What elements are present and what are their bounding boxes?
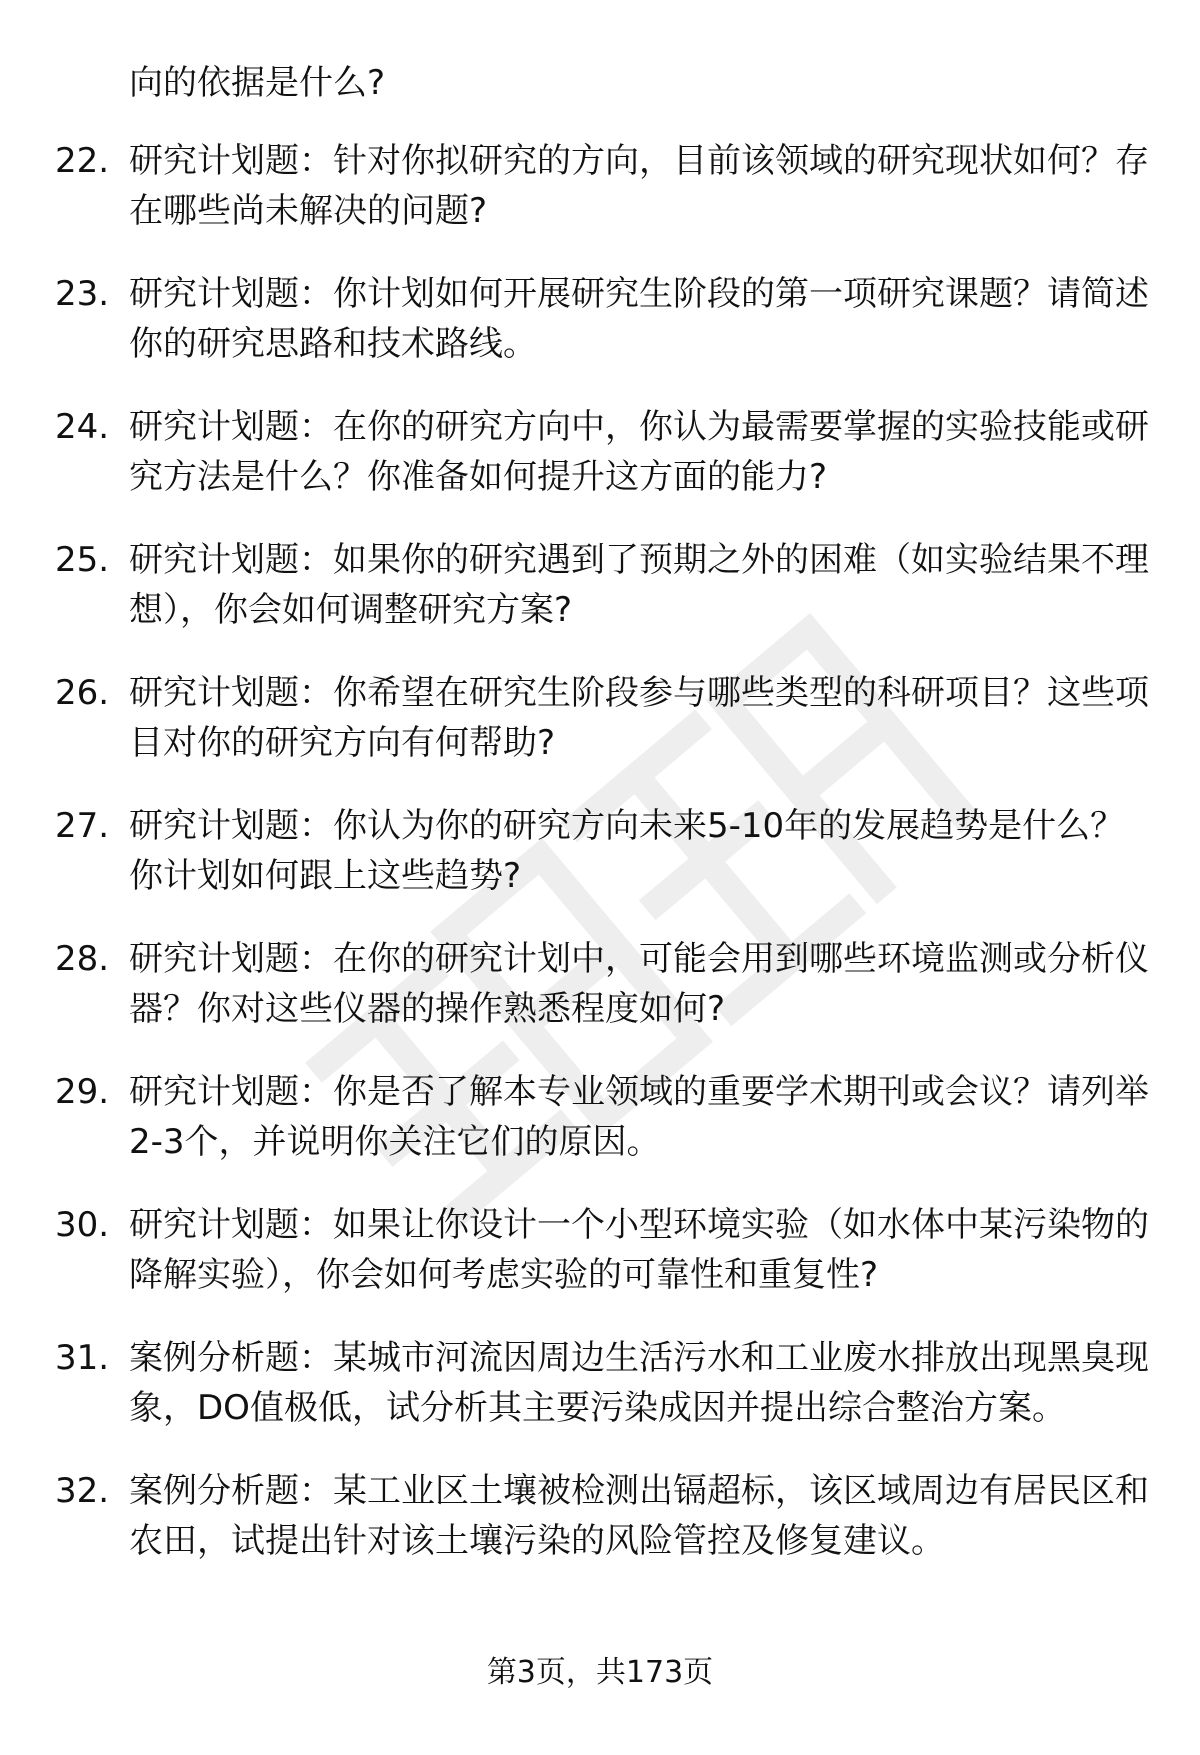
question-number: 28. (55, 939, 110, 979)
question-item (0, 1067, 1200, 1167)
question-number: 23. (55, 274, 110, 314)
question-text: 研究计划题：在你的研究方向中，你认为最需要掌握的实验技能或研究方法是什么？你准备如何提升这方面的能力? (129, 407, 1149, 497)
question-number: 27. (55, 806, 110, 846)
question-item (0, 668, 1200, 768)
question-item (0, 801, 1200, 901)
question-item (0, 136, 1200, 236)
question-item (0, 269, 1200, 369)
question-text: 研究计划题：你计划如何开展研究生阶段的第一项研究课题？请简述你的研究思路和技术路线。 (129, 274, 1149, 364)
question-number: 30. (55, 1205, 110, 1245)
question-text: 案例分析题：某工业区土壤被检测出镉超标，该区域周边有居民区和农田，试提出针对该土壤污染的风险管控及修复建议。 (129, 1471, 1149, 1561)
page-footer: 第3页，共173页 (486, 1655, 714, 1690)
question-number: 32. (55, 1471, 110, 1511)
question-text: 研究计划题：如果你的研究遇到了预期之外的困难（如实验结果不理想），你会如何调整研究方案? (129, 540, 1149, 630)
question-number: 26. (55, 673, 110, 713)
question-text: 研究计划题：你认为你的研究方向未来5-10年的发展趋势是什么？你计划如何跟上这些趋势? (129, 806, 1125, 896)
continued-question-text: 向的依据是什么? (129, 63, 386, 103)
question-text: 研究计划题：在你的研究计划中，可能会用到哪些环境监测或分析仪器？你对这些仪器的操作熟悉程度如何? (129, 939, 1149, 1029)
question-number: 25. (55, 540, 110, 580)
question-item (0, 1200, 1200, 1300)
question-item (0, 1466, 1200, 1566)
question-item (0, 535, 1200, 635)
question-text: 研究计划题：如果让你设计一个小型环境实验（如水体中某污染物的降解实验），你会如何考虑实验的可靠性和重复性? (129, 1205, 1149, 1295)
question-number: 24. (55, 407, 110, 447)
question-number: 31. (55, 1338, 110, 1378)
question-item (0, 934, 1200, 1034)
question-item (0, 402, 1200, 502)
question-number: 22. (55, 141, 110, 181)
question-list (0, 136, 1200, 1566)
question-item (0, 1333, 1200, 1433)
question-text: 案例分析题：某城市河流因周边生活污水和工业废水排放出现黑臭现象，DO值极低，试分析其主要污染成因并提出综合整治方案。 (129, 1338, 1149, 1428)
question-content (0, 58, 1200, 1599)
question-text: 研究计划题：你希望在研究生阶段参与哪些类型的科研项目？这些项目对你的研究方向有何帮助? (129, 673, 1149, 763)
question-text: 研究计划题：你是否了解本专业领域的重要学术期刊或会议？请列举2-3个，并说明你关注它们的原因。 (129, 1072, 1149, 1162)
question-number: 29. (55, 1072, 110, 1112)
question-text: 研究计划题：针对你拟研究的方向，目前该领域的研究现状如何？存在哪些尚未解决的问题? (129, 141, 1149, 231)
